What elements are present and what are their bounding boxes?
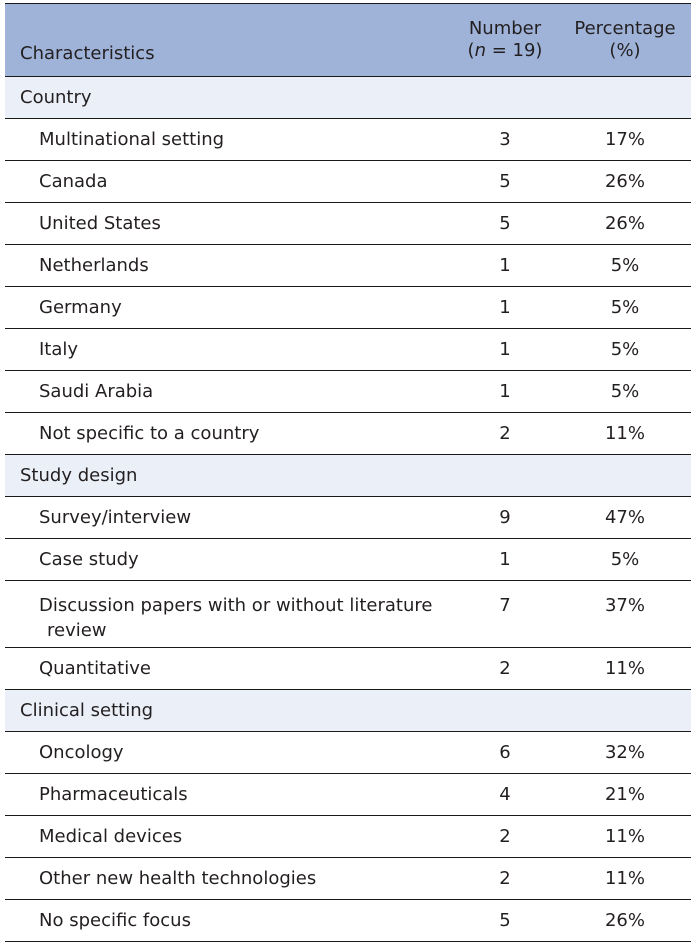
row-label: Survey/interview xyxy=(39,507,192,528)
section-title: Study design xyxy=(20,465,138,486)
row-number: 1 xyxy=(499,549,511,570)
row-number: 4 xyxy=(499,784,511,805)
table-row xyxy=(5,161,691,203)
row-label: Other new health technologies xyxy=(39,868,317,889)
row-label xyxy=(5,581,439,643)
row-number: 3 xyxy=(499,129,511,150)
row-percent: 5% xyxy=(610,255,640,276)
row-percent: 11% xyxy=(604,826,645,847)
row-number: 1 xyxy=(499,339,511,360)
row-percent: 5% xyxy=(610,297,640,318)
row-percent: 47% xyxy=(604,507,645,528)
row-percent: 26% xyxy=(604,171,645,192)
table-row xyxy=(5,245,691,287)
row-label: Not specific to a country xyxy=(39,423,260,444)
row-percent: 17% xyxy=(604,129,645,150)
row-label: Canada xyxy=(39,171,108,192)
row-label: No specific focus xyxy=(39,910,191,931)
row-percent: 5% xyxy=(610,381,640,402)
table-row xyxy=(5,119,691,161)
header-percentage-title: Percentage xyxy=(574,18,676,39)
row-percent: 21% xyxy=(604,784,645,805)
row-number: 2 xyxy=(499,423,511,444)
section-title: Clinical setting xyxy=(20,700,154,721)
row-number: 1 xyxy=(499,255,511,276)
row-label: Case study xyxy=(39,549,139,570)
row-label-line1: Discussion papers with or without literature xyxy=(39,595,433,616)
table-row xyxy=(5,581,691,648)
row-label: Quantitative xyxy=(39,658,151,679)
header-number xyxy=(439,4,571,76)
row-number: 5 xyxy=(499,213,511,234)
table-row xyxy=(5,413,691,455)
row-percent: 11% xyxy=(604,658,645,679)
table-row xyxy=(5,900,691,942)
table-row xyxy=(5,774,691,816)
row-number: 2 xyxy=(499,658,511,679)
row-number: 9 xyxy=(499,507,511,528)
section-title: Country xyxy=(20,87,92,108)
header-characteristics: Characteristics xyxy=(20,43,155,64)
table-row xyxy=(5,539,691,581)
section-clinical-setting xyxy=(5,690,691,732)
table-row xyxy=(5,287,691,329)
table-row xyxy=(5,371,691,413)
header-number-n: (n = 19) xyxy=(467,40,543,61)
header-percentage xyxy=(571,4,691,76)
row-label: Netherlands xyxy=(39,255,149,276)
row-number: 6 xyxy=(499,742,511,763)
row-number: 5 xyxy=(499,171,511,192)
characteristics-table xyxy=(5,3,691,942)
row-label: Oncology xyxy=(39,742,124,763)
row-number: 1 xyxy=(499,297,511,318)
header-number-title: Number xyxy=(468,18,542,39)
row-label: Pharmaceuticals xyxy=(39,784,188,805)
row-percent: 11% xyxy=(604,423,645,444)
table-row xyxy=(5,816,691,858)
row-number: 1 xyxy=(499,381,511,402)
row-percent: 32% xyxy=(604,742,645,763)
section-country xyxy=(5,77,691,119)
row-label: Medical devices xyxy=(39,826,183,847)
row-label: Saudi Arabia xyxy=(39,381,154,402)
header-n-symbol: n xyxy=(474,40,486,61)
row-number: 5 xyxy=(499,910,511,931)
row-number: 2 xyxy=(499,868,511,889)
section-study-design xyxy=(5,455,691,497)
row-percent: 5% xyxy=(610,339,640,360)
table-row xyxy=(5,732,691,774)
row-percent: 5% xyxy=(610,549,640,570)
row-percent: 26% xyxy=(604,213,645,234)
row-percent: 37% xyxy=(604,595,645,616)
row-label-line2: review xyxy=(47,620,107,641)
row-percent: 11% xyxy=(604,868,645,889)
table-row xyxy=(5,648,691,690)
row-number: 7 xyxy=(499,595,511,616)
table-row xyxy=(5,329,691,371)
row-label: United States xyxy=(39,213,161,234)
row-label: Italy xyxy=(39,339,79,360)
row-label: Multinational setting xyxy=(39,129,225,150)
header-percentage-unit: (%) xyxy=(609,40,641,61)
table-row xyxy=(5,497,691,539)
table-header xyxy=(5,3,691,77)
row-number: 2 xyxy=(499,826,511,847)
table-row xyxy=(5,203,691,245)
row-percent: 26% xyxy=(604,910,645,931)
row-label: Germany xyxy=(39,297,122,318)
table-row xyxy=(5,858,691,900)
